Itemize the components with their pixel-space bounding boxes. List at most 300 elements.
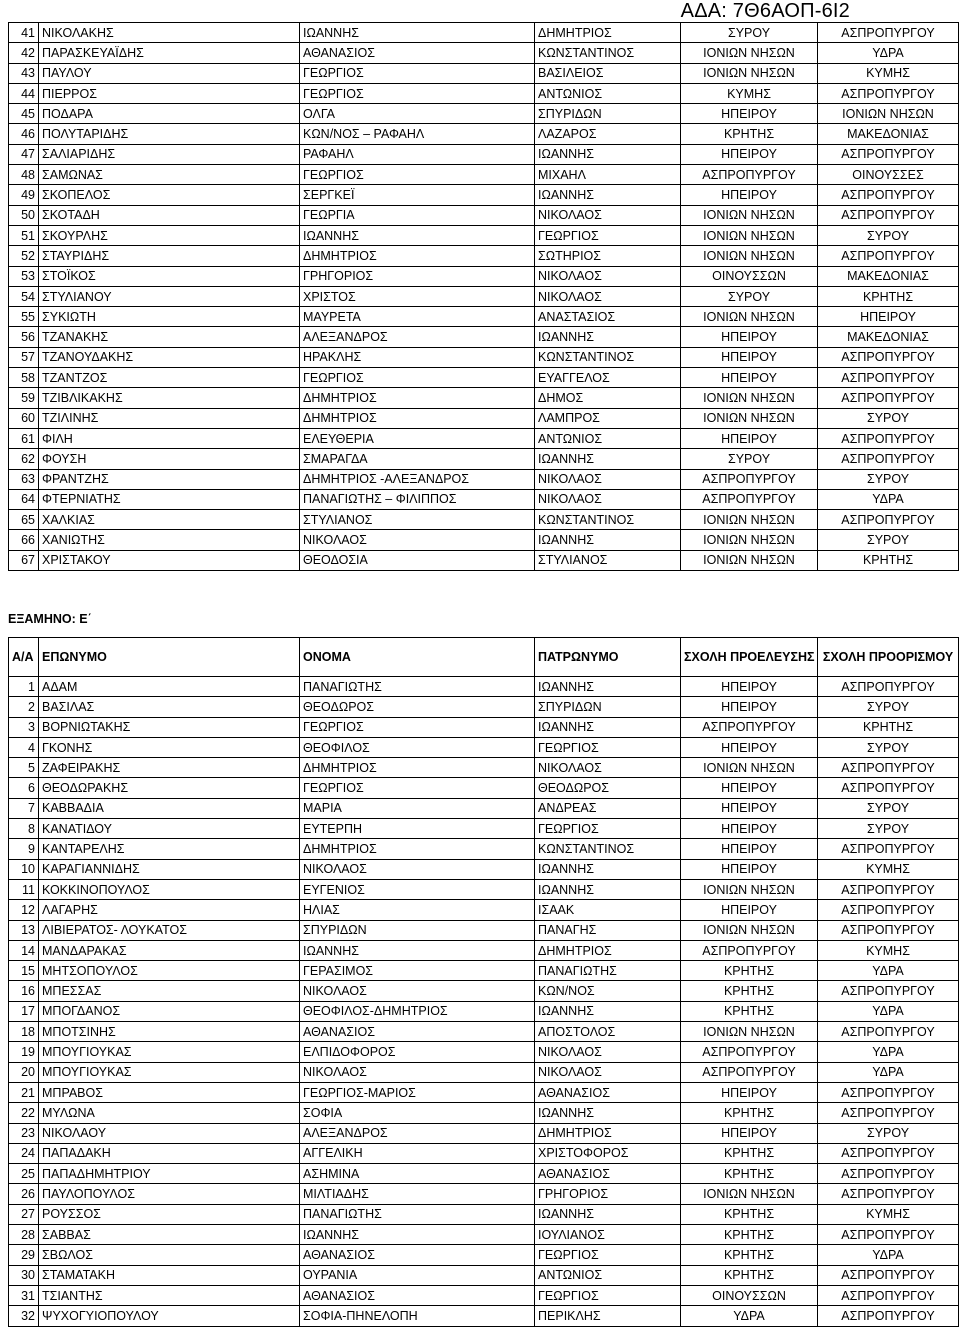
- origin-school-cell: ΗΠΕΙΡΟΥ: [681, 778, 818, 798]
- row-number: 19: [9, 1042, 39, 1062]
- patronymic-cell: ΚΩΝ/ΝΟΣ: [535, 981, 681, 1001]
- row-number: 58: [9, 368, 39, 388]
- patronymic-cell: ΙΩΑΝΝΗΣ: [535, 185, 681, 205]
- table-row: [9, 819, 959, 839]
- patronymic-cell: ΝΙΚΟΛΑΟΣ: [535, 489, 681, 509]
- patronymic-cell: ΧΡΙΣΤΟΦΟΡΟΣ: [535, 1143, 681, 1163]
- destination-school-cell: ΥΔΡΑ: [818, 43, 959, 63]
- row-number: 4: [9, 737, 39, 757]
- row-number: 42: [9, 43, 39, 63]
- surname-cell: ΤΖΙΛΙΝΗΣ: [39, 408, 300, 428]
- surname-cell: ΣΤΑΜΑΤΑΚΗ: [39, 1265, 300, 1285]
- patronymic-cell: ΔΗΜΗΤΡΙΟΣ: [535, 23, 681, 43]
- patronymic-cell: ΝΙΚΟΛΑΟΣ: [535, 205, 681, 225]
- patronymic-cell: ΙΩΑΝΝΗΣ: [535, 1103, 681, 1123]
- surname-cell: ΧΑΝΙΩΤΗΣ: [39, 530, 300, 550]
- table-row: [9, 677, 959, 697]
- table-row: [9, 1245, 959, 1265]
- row-number: 54: [9, 286, 39, 306]
- destination-school-cell: ΑΣΠΡΟΠΥΡΓΟΥ: [818, 83, 959, 103]
- name-cell: ΣΟΦΙΑ-ΠΗΝΕΛΟΠΗ: [300, 1306, 535, 1326]
- row-number: 22: [9, 1103, 39, 1123]
- origin-school-cell: ΙΟΝΙΩΝ ΝΗΣΩΝ: [681, 1184, 818, 1204]
- row-number: 21: [9, 1082, 39, 1102]
- name-cell: ΙΩΑΝΝΗΣ: [300, 1225, 535, 1245]
- row-number: 29: [9, 1245, 39, 1265]
- name-cell: ΜΑΡΙΑ: [300, 798, 535, 818]
- name-cell: ΓΡΗΓΟΡΙΟΣ: [300, 266, 535, 286]
- patronymic-cell: ΔΗΜΟΣ: [535, 388, 681, 408]
- destination-school-cell: ΚΡΗΤΗΣ: [818, 550, 959, 570]
- patronymic-cell: ΙΩΑΝΝΗΣ: [535, 717, 681, 737]
- destination-school-cell: ΣΥΡΟΥ: [818, 469, 959, 489]
- surname-cell: ΜΑΝΔΑΡΑΚΑΣ: [39, 940, 300, 960]
- destination-school-cell: ΑΣΠΡΟΠΥΡΓΟΥ: [818, 1103, 959, 1123]
- destination-school-cell: ΣΥΡΟΥ: [818, 408, 959, 428]
- destination-school-cell: ΥΔΡΑ: [818, 1042, 959, 1062]
- name-cell: ΑΓΓΕΛΙΚΗ: [300, 1143, 535, 1163]
- table-row: [9, 104, 959, 124]
- origin-school-cell: ΙΟΝΙΩΝ ΝΗΣΩΝ: [681, 920, 818, 940]
- table-row: [9, 961, 959, 981]
- surname-cell: ΤΖΑΝΑΚΗΣ: [39, 327, 300, 347]
- origin-school-cell: ΚΡΗΤΗΣ: [681, 961, 818, 981]
- origin-school-cell: ΗΠΕΙΡΟΥ: [681, 368, 818, 388]
- row-number: 61: [9, 428, 39, 448]
- origin-school-cell: ΙΟΝΙΩΝ ΝΗΣΩΝ: [681, 1022, 818, 1042]
- destination-school-cell: ΑΣΠΡΟΠΥΡΓΟΥ: [818, 1022, 959, 1042]
- surname-cell: ΘΕΟΔΩΡΑΚΗΣ: [39, 778, 300, 798]
- origin-school-cell: ΗΠΕΙΡΟΥ: [681, 347, 818, 367]
- patronymic-cell: ΙΩΑΝΝΗΣ: [535, 327, 681, 347]
- name-cell: ΠΑΝΑΓΙΩΤΗΣ – ΦΙΛΙΠΠΟΣ: [300, 489, 535, 509]
- name-cell: ΙΩΑΝΝΗΣ: [300, 940, 535, 960]
- destination-school-cell: ΣΥΡΟΥ: [818, 225, 959, 245]
- destination-school-cell: ΙΟΝΙΩΝ ΝΗΣΩΝ: [818, 104, 959, 124]
- destination-school-cell: ΑΣΠΡΟΠΥΡΓΟΥ: [818, 1306, 959, 1326]
- name-cell: ΝΙΚΟΛΑΟΣ: [300, 859, 535, 879]
- col-header-patronymic: ΠΑΤΡΩΝΥΜΟ: [535, 638, 681, 677]
- row-number: 49: [9, 185, 39, 205]
- row-number: 7: [9, 798, 39, 818]
- patronymic-cell: ΓΕΩΡΓΙΟΣ: [535, 737, 681, 757]
- surname-cell: ΠΑΥΛΟΠΟΥΛΟΣ: [39, 1184, 300, 1204]
- origin-school-cell: ΑΣΠΡΟΠΥΡΓΟΥ: [681, 1042, 818, 1062]
- row-number: 67: [9, 550, 39, 570]
- name-cell: ΗΡΑΚΛΗΣ: [300, 347, 535, 367]
- patronymic-cell: ΑΝΤΩΝΙΟΣ: [535, 1265, 681, 1285]
- row-number: 27: [9, 1204, 39, 1224]
- name-cell: ΔΗΜΗΤΡΙΟΣ: [300, 839, 535, 859]
- surname-cell: ΣΤΑΥΡΙΔΗΣ: [39, 246, 300, 266]
- patronymic-cell: ΙΩΑΝΝΗΣ: [535, 144, 681, 164]
- name-cell: ΓΕΩΡΓΙΟΣ: [300, 717, 535, 737]
- table-row: [9, 205, 959, 225]
- table-row: [9, 697, 959, 717]
- row-number: 62: [9, 449, 39, 469]
- destination-school-cell: ΑΣΠΡΟΠΥΡΓΟΥ: [818, 1164, 959, 1184]
- origin-school-cell: ΑΣΠΡΟΠΥΡΓΟΥ: [681, 469, 818, 489]
- table-row: [9, 920, 959, 940]
- table-row: [9, 1103, 959, 1123]
- origin-school-cell: ΙΟΝΙΩΝ ΝΗΣΩΝ: [681, 205, 818, 225]
- surname-cell: ΣΑΜΩΝΑΣ: [39, 165, 300, 185]
- name-cell: ΕΥΓΕΝΙΟΣ: [300, 879, 535, 899]
- patronymic-cell: ΔΗΜΗΤΡΙΟΣ: [535, 1123, 681, 1143]
- patronymic-cell: ΜΙΧΑΗΛ: [535, 165, 681, 185]
- row-number: 23: [9, 1123, 39, 1143]
- name-cell: ΑΛΕΞΑΝΔΡΟΣ: [300, 327, 535, 347]
- students-table-part1: [8, 22, 959, 571]
- name-cell: ΣΟΦΙΑ: [300, 1103, 535, 1123]
- name-cell: ΑΘΑΝΑΣΙΟΣ: [300, 1022, 535, 1042]
- origin-school-cell: ΚΡΗΤΗΣ: [681, 1143, 818, 1163]
- col-header-destination-school: ΣΧΟΛΗ ΠΡΟΟΡΙΣΜΟΥ: [818, 638, 959, 677]
- patronymic-cell: ΙΩΑΝΝΗΣ: [535, 677, 681, 697]
- surname-cell: ΜΠΟΥΓΙΟΥΚΑΣ: [39, 1062, 300, 1082]
- origin-school-cell: ΗΠΕΙΡΟΥ: [681, 798, 818, 818]
- surname-cell: ΦΡΑΝΤΖΗΣ: [39, 469, 300, 489]
- patronymic-cell: ΚΩΝΣΤΑΝΤΙΝΟΣ: [535, 43, 681, 63]
- table-row: [9, 449, 959, 469]
- row-number: 44: [9, 83, 39, 103]
- name-cell: ΔΗΜΗΤΡΙΟΣ -ΑΛΕΞΑΝΔΡΟΣ: [300, 469, 535, 489]
- row-number: 25: [9, 1164, 39, 1184]
- origin-school-cell: ΚΡΗΤΗΣ: [681, 1245, 818, 1265]
- destination-school-cell: ΑΣΠΡΟΠΥΡΓΟΥ: [818, 879, 959, 899]
- table-row: [9, 879, 959, 899]
- destination-school-cell: ΚΥΜΗΣ: [818, 1204, 959, 1224]
- row-number: 52: [9, 246, 39, 266]
- name-cell: ΜΙΛΤΙΑΔΗΣ: [300, 1184, 535, 1204]
- origin-school-cell: ΗΠΕΙΡΟΥ: [681, 900, 818, 920]
- destination-school-cell: ΑΣΠΡΟΠΥΡΓΟΥ: [818, 920, 959, 940]
- origin-school-cell: ΑΣΠΡΟΠΥΡΓΟΥ: [681, 489, 818, 509]
- patronymic-cell: ΓΡΗΓΟΡΙΟΣ: [535, 1184, 681, 1204]
- name-cell: ΜΑΥΡΕΤΑ: [300, 307, 535, 327]
- name-cell: ΚΩΝ/ΝΟΣ – ΡΑΦΑΗΛ: [300, 124, 535, 144]
- surname-cell: ΤΖΙΒΛΙΚΑΚΗΣ: [39, 388, 300, 408]
- destination-school-cell: ΣΥΡΟΥ: [818, 737, 959, 757]
- origin-school-cell: ΗΠΕΙΡΟΥ: [681, 104, 818, 124]
- destination-school-cell: ΑΣΠΡΟΠΥΡΓΟΥ: [818, 185, 959, 205]
- origin-school-cell: ΑΣΠΡΟΠΥΡΓΟΥ: [681, 165, 818, 185]
- destination-school-cell: ΑΣΠΡΟΠΥΡΓΟΥ: [818, 246, 959, 266]
- origin-school-cell: ΙΟΝΙΩΝ ΝΗΣΩΝ: [681, 758, 818, 778]
- patronymic-cell: ΚΩΝΣΤΑΝΤΙΝΟΣ: [535, 510, 681, 530]
- destination-school-cell: ΑΣΠΡΟΠΥΡΓΟΥ: [818, 510, 959, 530]
- row-number: 30: [9, 1265, 39, 1285]
- name-cell: ΔΗΜΗΤΡΙΟΣ: [300, 388, 535, 408]
- origin-school-cell: ΗΠΕΙΡΟΥ: [681, 839, 818, 859]
- name-cell: ΣΕΡΓΚΕΪ: [300, 185, 535, 205]
- row-number: 15: [9, 961, 39, 981]
- destination-school-cell: ΑΣΠΡΟΠΥΡΓΟΥ: [818, 428, 959, 448]
- origin-school-cell: ΗΠΕΙΡΟΥ: [681, 697, 818, 717]
- name-cell: ΘΕΟΔΟΣΙΑ: [300, 550, 535, 570]
- patronymic-cell: ΠΑΝΑΓΙΩΤΗΣ: [535, 961, 681, 981]
- name-cell: ΧΡΙΣΤΟΣ: [300, 286, 535, 306]
- surname-cell: ΠΟΔΑΡΑ: [39, 104, 300, 124]
- patronymic-cell: ΝΙΚΟΛΑΟΣ: [535, 286, 681, 306]
- col-header-origin-school: ΣΧΟΛΗ ΠΡΟΕΛΕΥΣΗΣ: [681, 638, 818, 677]
- row-number: 20: [9, 1062, 39, 1082]
- table-row: [9, 408, 959, 428]
- semester-heading: ΕΞΑΜΗΝΟ: Ε΄: [8, 612, 92, 626]
- surname-cell: ΤΣΙΑΝΤΗΣ: [39, 1285, 300, 1305]
- patronymic-cell: ΙΩΑΝΝΗΣ: [535, 859, 681, 879]
- table-row: [9, 737, 959, 757]
- name-cell: ΕΛΕΥΘΕΡΙΑ: [300, 428, 535, 448]
- patronymic-cell: ΓΕΩΡΓΙΟΣ: [535, 1285, 681, 1305]
- surname-cell: ΠΙΕΡΡΟΣ: [39, 83, 300, 103]
- origin-school-cell: ΑΣΠΡΟΠΥΡΓΟΥ: [681, 717, 818, 737]
- surname-cell: ΨΥΧΟΓΥΙΟΠΟΥΛΟΥ: [39, 1306, 300, 1326]
- patronymic-cell: ΑΝΤΩΝΙΟΣ: [535, 428, 681, 448]
- surname-cell: ΣΒΩΛΟΣ: [39, 1245, 300, 1265]
- table-row: [9, 758, 959, 778]
- origin-school-cell: ΚΡΗΤΗΣ: [681, 1103, 818, 1123]
- patronymic-cell: ΙΩΑΝΝΗΣ: [535, 1001, 681, 1021]
- surname-cell: ΦΟΥΣΗ: [39, 449, 300, 469]
- destination-school-cell: ΚΥΜΗΣ: [818, 940, 959, 960]
- surname-cell: ΛΙΒΙΕΡΑΤΟΣ- ΛΟΥΚΑΤΟΣ: [39, 920, 300, 940]
- origin-school-cell: ΣΥΡΟΥ: [681, 449, 818, 469]
- origin-school-cell: ΚΥΜΗΣ: [681, 83, 818, 103]
- origin-school-cell: ΗΠΕΙΡΟΥ: [681, 185, 818, 205]
- surname-cell: ΣΚΟΠΕΛΟΣ: [39, 185, 300, 205]
- row-number: 46: [9, 124, 39, 144]
- destination-school-cell: ΑΣΠΡΟΠΥΡΓΟΥ: [818, 23, 959, 43]
- origin-school-cell: ΣΥΡΟΥ: [681, 286, 818, 306]
- surname-cell: ΓΚΟΝΗΣ: [39, 737, 300, 757]
- origin-school-cell: ΑΣΠΡΟΠΥΡΓΟΥ: [681, 940, 818, 960]
- destination-school-cell: ΑΣΠΡΟΠΥΡΓΟΥ: [818, 839, 959, 859]
- name-cell: ΘΕΟΦΙΛΟΣ: [300, 737, 535, 757]
- name-cell: ΙΩΑΝΝΗΣ: [300, 225, 535, 245]
- row-number: 11: [9, 879, 39, 899]
- patronymic-cell: ΣΠΥΡΙΔΩΝ: [535, 697, 681, 717]
- table-row: [9, 368, 959, 388]
- name-cell: ΠΑΝΑΓΙΩΤΗΣ: [300, 1204, 535, 1224]
- name-cell: ΟΛΓΑ: [300, 104, 535, 124]
- name-cell: ΝΙΚΟΛΑΟΣ: [300, 981, 535, 1001]
- row-number: 26: [9, 1184, 39, 1204]
- row-number: 5: [9, 758, 39, 778]
- row-number: 66: [9, 530, 39, 550]
- table-row: [9, 144, 959, 164]
- row-number: 50: [9, 205, 39, 225]
- table-row: [9, 1062, 959, 1082]
- table-row: [9, 1204, 959, 1224]
- name-cell: ΑΛΕΞΑΝΔΡΟΣ: [300, 1123, 535, 1143]
- row-number: 18: [9, 1022, 39, 1042]
- destination-school-cell: ΟΙΝΟΥΣΣΕΣ: [818, 165, 959, 185]
- origin-school-cell: ΙΟΝΙΩΝ ΝΗΣΩΝ: [681, 246, 818, 266]
- origin-school-cell: ΙΟΝΙΩΝ ΝΗΣΩΝ: [681, 43, 818, 63]
- patronymic-cell: ΙΩΑΝΝΗΣ: [535, 879, 681, 899]
- surname-cell: ΚΑΝΤΑΡΕΛΗΣ: [39, 839, 300, 859]
- surname-cell: ΦΤΕΡΝΙΑΤΗΣ: [39, 489, 300, 509]
- destination-school-cell: ΜΑΚΕΔΟΝΙΑΣ: [818, 327, 959, 347]
- surname-cell: ΚΟΚΚΙΝΟΠΟΥΛΟΣ: [39, 879, 300, 899]
- row-number: 48: [9, 165, 39, 185]
- patronymic-cell: ΓΕΩΡΓΙΟΣ: [535, 819, 681, 839]
- table-row: [9, 1042, 959, 1062]
- table-row: [9, 717, 959, 737]
- name-cell: ΘΕΟΔΩΡΟΣ: [300, 697, 535, 717]
- table-row: [9, 1022, 959, 1042]
- origin-school-cell: ΙΟΝΙΩΝ ΝΗΣΩΝ: [681, 388, 818, 408]
- students-table-semester-e: [8, 637, 959, 1327]
- table-row: [9, 286, 959, 306]
- surname-cell: ΝΙΚΟΛΑΚΗΣ: [39, 23, 300, 43]
- origin-school-cell: ΗΠΕΙΡΟΥ: [681, 144, 818, 164]
- surname-cell: ΦΙΛΗ: [39, 428, 300, 448]
- table-row: [9, 165, 959, 185]
- name-cell: ΟΥΡΑΝΙΑ: [300, 1265, 535, 1285]
- destination-school-cell: ΚΥΜΗΣ: [818, 859, 959, 879]
- origin-school-cell: ΗΠΕΙΡΟΥ: [681, 428, 818, 448]
- origin-school-cell: ΚΡΗΤΗΣ: [681, 1204, 818, 1224]
- patronymic-cell: ΠΑΝΑΓΗΣ: [535, 920, 681, 940]
- surname-cell: ΡΟΥΣΣΟΣ: [39, 1204, 300, 1224]
- origin-school-cell: ΗΠΕΙΡΟΥ: [681, 1123, 818, 1143]
- surname-cell: ΣΑΛΙΑΡΙΔΗΣ: [39, 144, 300, 164]
- origin-school-cell: ΙΟΝΙΩΝ ΝΗΣΩΝ: [681, 307, 818, 327]
- name-cell: ΘΕΟΦΙΛΟΣ-ΔΗΜΗΤΡΙΟΣ: [300, 1001, 535, 1021]
- name-cell: ΓΕΡΑΣΙΜΟΣ: [300, 961, 535, 981]
- patronymic-cell: ΣΩΤΗΡΙΟΣ: [535, 246, 681, 266]
- name-cell: ΑΘΑΝΑΣΙΟΣ: [300, 1285, 535, 1305]
- table-row: [9, 940, 959, 960]
- origin-school-cell: ΗΠΕΙΡΟΥ: [681, 1082, 818, 1102]
- destination-school-cell: ΑΣΠΡΟΠΥΡΓΟΥ: [818, 368, 959, 388]
- table-header-row: [9, 638, 959, 677]
- destination-school-cell: ΑΣΠΡΟΠΥΡΓΟΥ: [818, 1285, 959, 1305]
- origin-school-cell: ΗΠΕΙΡΟΥ: [681, 737, 818, 757]
- surname-cell: ΣΑΒΒΑΣ: [39, 1225, 300, 1245]
- patronymic-cell: ΔΗΜΗΤΡΙΟΣ: [535, 940, 681, 960]
- row-number: 56: [9, 327, 39, 347]
- surname-cell: ΠΑΡΑΣΚΕΥΑΪΔΗΣ: [39, 43, 300, 63]
- name-cell: ΝΙΚΟΛΑΟΣ: [300, 1062, 535, 1082]
- surname-cell: ΠΑΠΑΔΑΚΗ: [39, 1143, 300, 1163]
- patronymic-cell: ΛΑΖΑΡΟΣ: [535, 124, 681, 144]
- table-row: [9, 778, 959, 798]
- origin-school-cell: ΚΡΗΤΗΣ: [681, 981, 818, 1001]
- table-row: [9, 1265, 959, 1285]
- surname-cell: ΠΟΛΥΤΑΡΙΔΗΣ: [39, 124, 300, 144]
- row-number: 31: [9, 1285, 39, 1305]
- row-number: 13: [9, 920, 39, 940]
- surname-cell: ΚΑΡΑΓΙΑΝΝΙΔΗΣ: [39, 859, 300, 879]
- row-number: 9: [9, 839, 39, 859]
- destination-school-cell: ΑΣΠΡΟΠΥΡΓΟΥ: [818, 981, 959, 1001]
- table-row: [9, 1123, 959, 1143]
- destination-school-cell: ΚΥΜΗΣ: [818, 63, 959, 83]
- table-row: [9, 124, 959, 144]
- surname-cell: ΜΠΕΣΣΑΣ: [39, 981, 300, 1001]
- name-cell: ΔΗΜΗΤΡΙΟΣ: [300, 758, 535, 778]
- destination-school-cell: ΑΣΠΡΟΠΥΡΓΟΥ: [818, 1265, 959, 1285]
- destination-school-cell: ΥΔΡΑ: [818, 1245, 959, 1265]
- surname-cell: ΜΠΡΑΒΟΣ: [39, 1082, 300, 1102]
- origin-school-cell: ΗΠΕΙΡΟΥ: [681, 859, 818, 879]
- patronymic-cell: ΙΩΑΝΝΗΣ: [535, 1204, 681, 1224]
- name-cell: ΓΕΩΡΓΙΟΣ: [300, 368, 535, 388]
- row-number: 12: [9, 900, 39, 920]
- surname-cell: ΜΥΛΩΝΑ: [39, 1103, 300, 1123]
- origin-school-cell: ΗΠΕΙΡΟΥ: [681, 819, 818, 839]
- surname-cell: ΣΤΟΪΚΟΣ: [39, 266, 300, 286]
- table-row: [9, 1082, 959, 1102]
- table-row: [9, 798, 959, 818]
- row-number: 3: [9, 717, 39, 737]
- destination-school-cell: ΑΣΠΡΟΠΥΡΓΟΥ: [818, 1143, 959, 1163]
- name-cell: ΓΕΩΡΓΙΟΣ: [300, 165, 535, 185]
- table-row: [9, 859, 959, 879]
- table-row: [9, 1143, 959, 1163]
- destination-school-cell: ΑΣΠΡΟΠΥΡΓΟΥ: [818, 778, 959, 798]
- table-row: [9, 1184, 959, 1204]
- ada-document-code: ΑΔΑ: 7Θ6ΑΟΠ-6Ι2: [680, 0, 850, 22]
- row-number: 53: [9, 266, 39, 286]
- table-row: [9, 489, 959, 509]
- table-row: [9, 266, 959, 286]
- patronymic-cell: ΑΝΤΩΝΙΟΣ: [535, 83, 681, 103]
- patronymic-cell: ΑΘΑΝΑΣΙΟΣ: [535, 1082, 681, 1102]
- origin-school-cell: ΗΠΕΙΡΟΥ: [681, 677, 818, 697]
- patronymic-cell: ΙΩΑΝΝΗΣ: [535, 530, 681, 550]
- origin-school-cell: ΙΟΝΙΩΝ ΝΗΣΩΝ: [681, 225, 818, 245]
- table-row: [9, 428, 959, 448]
- patronymic-cell: ΘΕΟΔΩΡΟΣ: [535, 778, 681, 798]
- destination-school-cell: ΑΣΠΡΟΠΥΡΓΟΥ: [818, 677, 959, 697]
- patronymic-cell: ΣΤΥΛΙΑΝΟΣ: [535, 550, 681, 570]
- name-cell: ΠΑΝΑΓΙΩΤΗΣ: [300, 677, 535, 697]
- surname-cell: ΜΠΟΥΓΙΟΥΚΑΣ: [39, 1042, 300, 1062]
- patronymic-cell: ΝΙΚΟΛΑΟΣ: [535, 1062, 681, 1082]
- destination-school-cell: ΥΔΡΑ: [818, 1062, 959, 1082]
- destination-school-cell: ΑΣΠΡΟΠΥΡΓΟΥ: [818, 1184, 959, 1204]
- surname-cell: ΣΥΚΙΩΤΗ: [39, 307, 300, 327]
- row-number: 1: [9, 677, 39, 697]
- destination-school-cell: ΑΣΠΡΟΠΥΡΓΟΥ: [818, 900, 959, 920]
- destination-school-cell: ΣΥΡΟΥ: [818, 1123, 959, 1143]
- surname-cell: ΣΤΥΛΙΑΝΟΥ: [39, 286, 300, 306]
- destination-school-cell: ΣΥΡΟΥ: [818, 819, 959, 839]
- surname-cell: ΠΑΥΛΟΥ: [39, 63, 300, 83]
- origin-school-cell: ΟΙΝΟΥΣΣΩΝ: [681, 266, 818, 286]
- row-number: 60: [9, 408, 39, 428]
- surname-cell: ΚΑΒΒΑΔΙΑ: [39, 798, 300, 818]
- destination-school-cell: ΜΑΚΕΔΟΝΙΑΣ: [818, 124, 959, 144]
- table-row: [9, 530, 959, 550]
- surname-cell: ΧΡΙΣΤΑΚΟΥ: [39, 550, 300, 570]
- table-row: [9, 23, 959, 43]
- surname-cell: ΜΠΟΤΣΙΝΗΣ: [39, 1022, 300, 1042]
- table-row: [9, 510, 959, 530]
- destination-school-cell: ΗΠΕΙΡΟΥ: [818, 307, 959, 327]
- surname-cell: ΠΑΠΑΔΗΜΗΤΡΙΟΥ: [39, 1164, 300, 1184]
- table-row: [9, 246, 959, 266]
- patronymic-cell: ΙΟΥΛΙΑΝΟΣ: [535, 1225, 681, 1245]
- patronymic-cell: ΓΕΩΡΓΙΟΣ: [535, 225, 681, 245]
- table-row: [9, 63, 959, 83]
- name-cell: ΣΜΑΡΑΓΔΑ: [300, 449, 535, 469]
- patronymic-cell: ΓΕΩΡΓΙΟΣ: [535, 1245, 681, 1265]
